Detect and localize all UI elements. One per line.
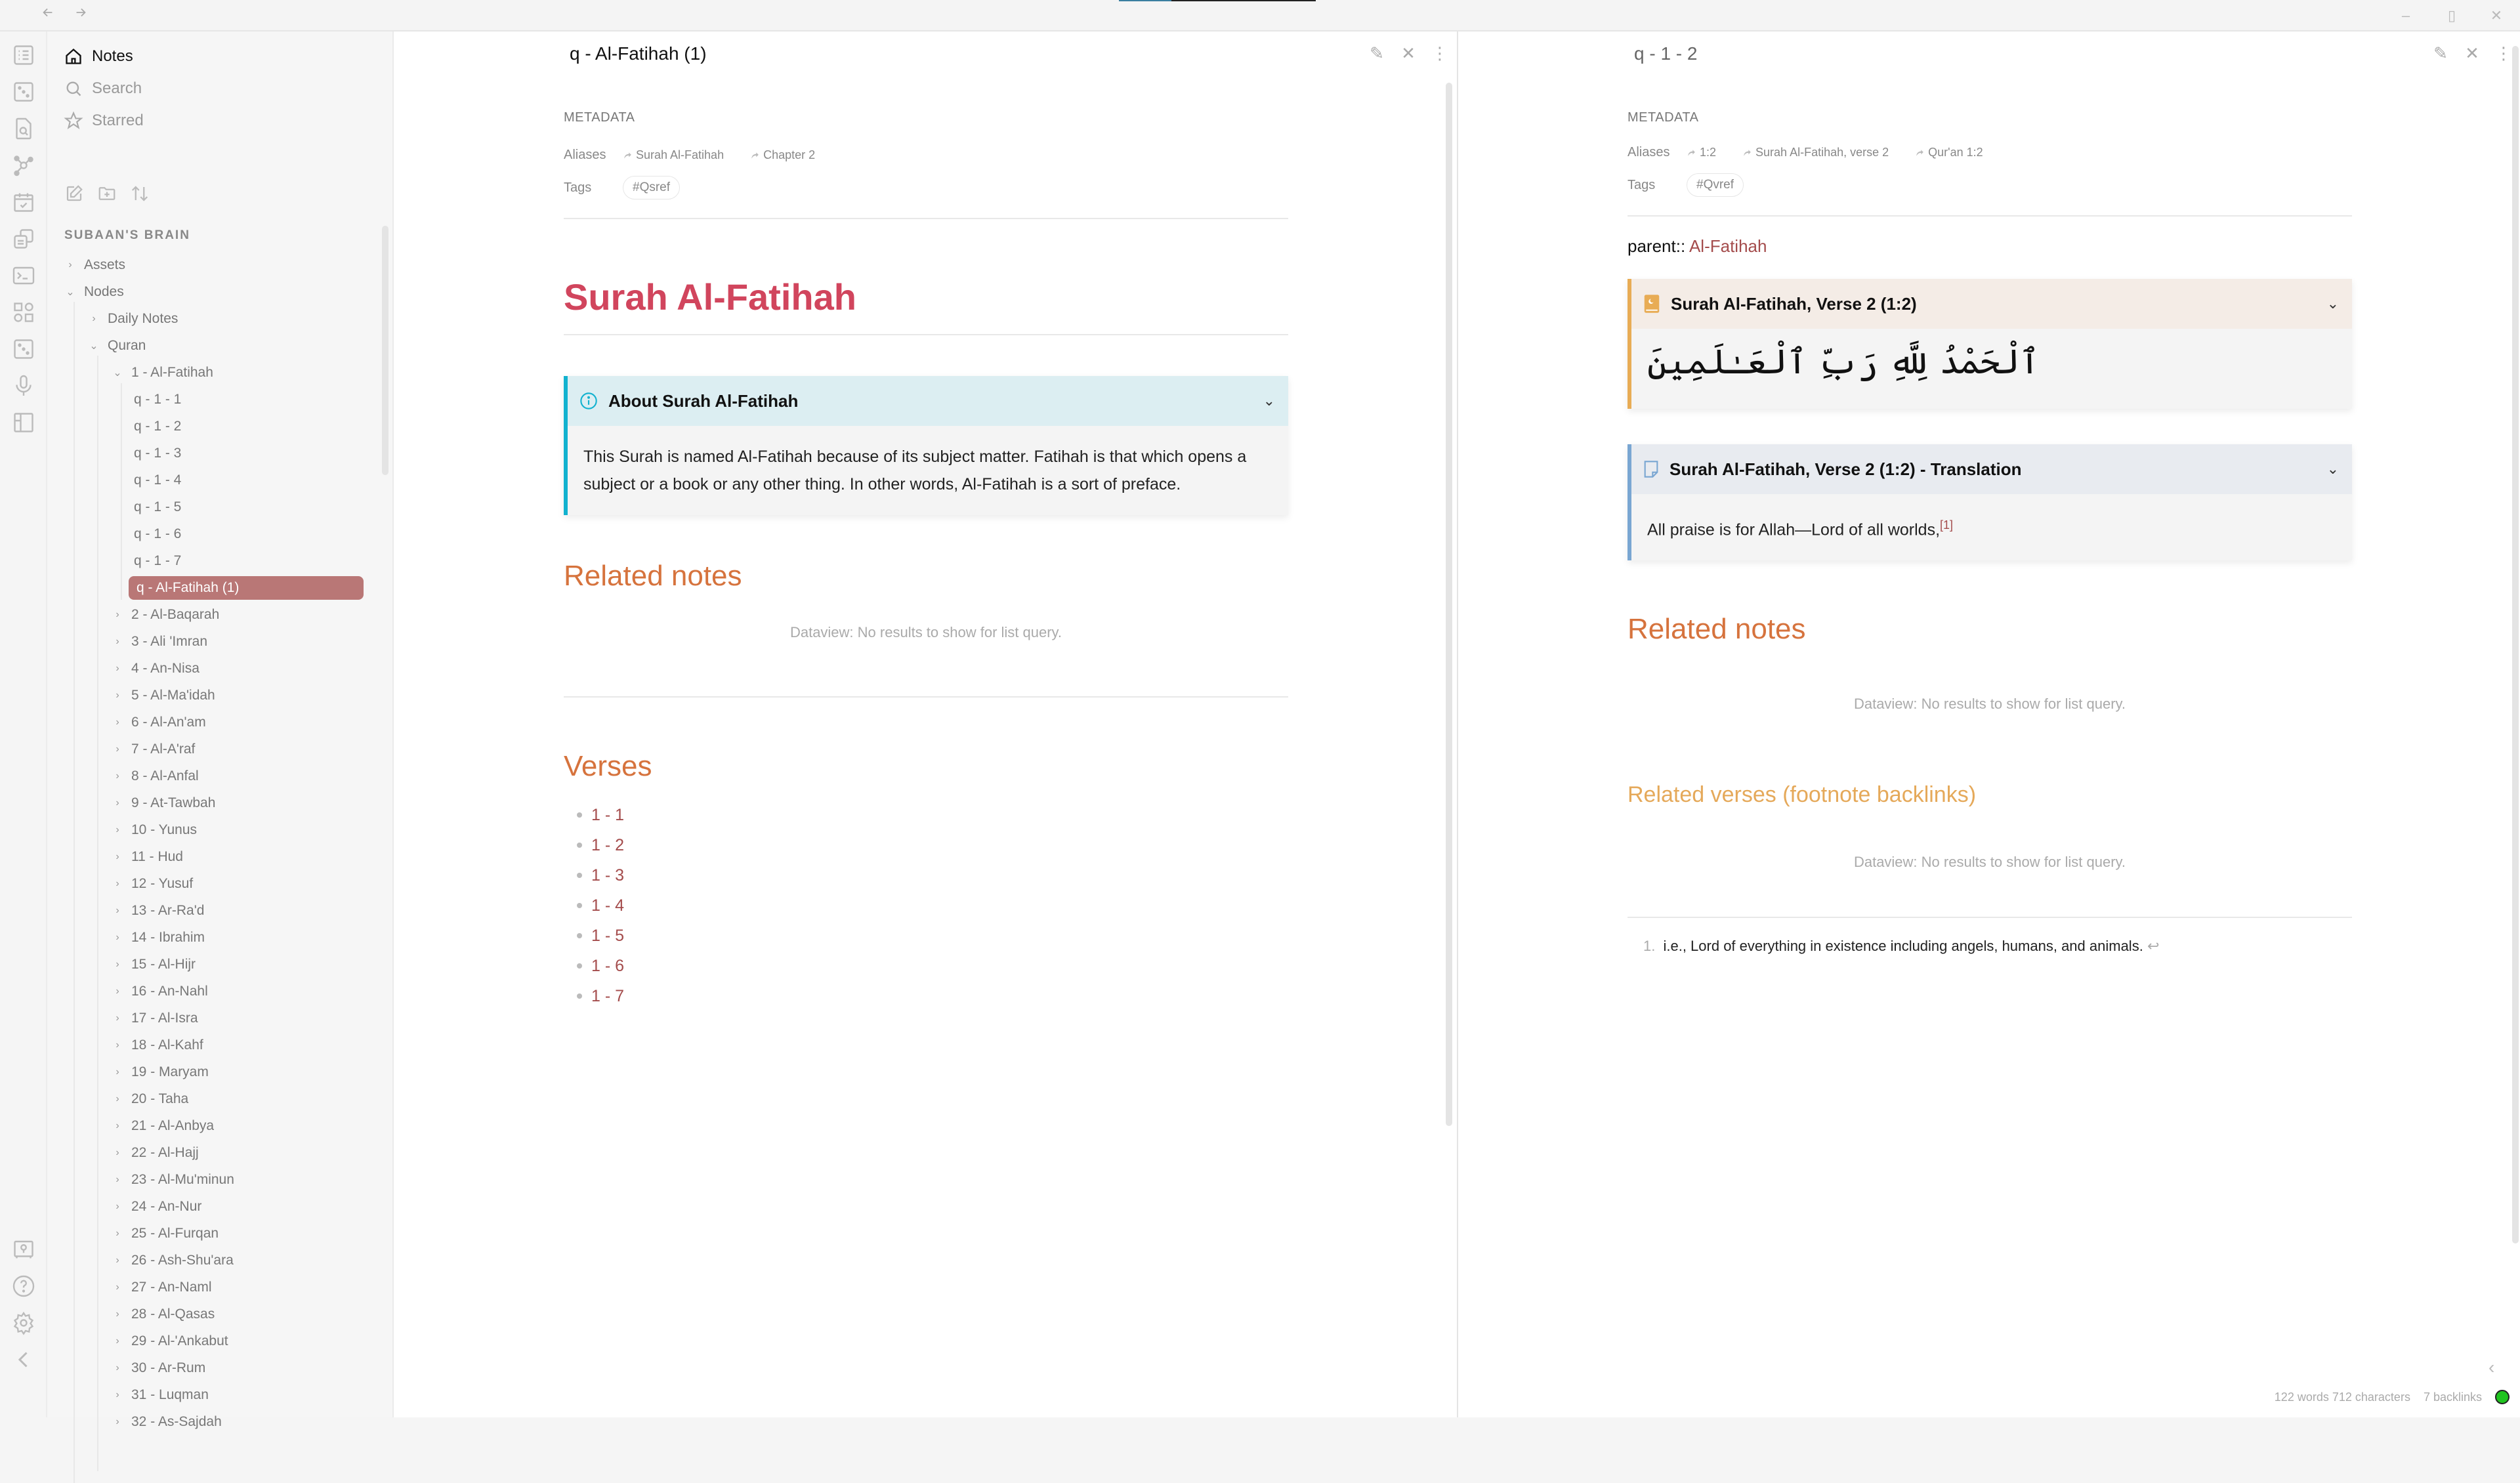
tree-item-label: 21 - Al-Anbya	[131, 1118, 215, 1133]
tree-item-label: 11 - Hud	[131, 849, 183, 864]
tree-item-label: q - 1 - 4	[134, 472, 182, 488]
chevron-right-icon[interactable]: ›	[116, 636, 119, 647]
chevron-right-icon[interactable]: ›	[116, 1362, 119, 1373]
sidebar-scrollbar[interactable]	[382, 226, 388, 475]
tree-item[interactable]	[110, 1114, 214, 1138]
chevron-right-icon[interactable]: ›	[116, 986, 119, 997]
tree-item[interactable]	[110, 684, 215, 707]
note-content	[564, 110, 1288, 1011]
tags-label: Tags	[564, 180, 592, 195]
sidebar-nav-search[interactable]	[64, 75, 142, 102]
more-options-icon[interactable]: ⋮	[2495, 43, 2512, 63]
tree-item-label: 9 - At-Tawbah	[131, 795, 216, 810]
pane-actions	[2432, 43, 2512, 64]
tree-item[interactable]	[110, 953, 196, 976]
tree-item[interactable]	[110, 1087, 188, 1111]
pane-title: q - 1 - 2	[1634, 43, 1698, 64]
chevron-down-icon[interactable]: ⌄	[66, 287, 75, 298]
alias-arrow-icon	[1687, 148, 1696, 157]
chevron-right-icon[interactable]: ›	[116, 959, 119, 970]
tree-item[interactable]	[134, 388, 181, 411]
verses-list	[564, 800, 1288, 1011]
tree-item-label: 22 - Al-Hajj	[131, 1145, 199, 1160]
tags-label: Tags	[1628, 177, 1656, 192]
tree-item[interactable]	[110, 1034, 203, 1057]
expand-right-sidebar-icon[interactable]: ‹	[2488, 1357, 2495, 1377]
divider	[1628, 215, 2352, 217]
footnote-backref-icon[interactable]: ↩	[2147, 938, 2160, 955]
tree-item-label: 27 - An-Naml	[131, 1280, 212, 1295]
tree-item-label: 2 - Al-Baqarah	[131, 607, 220, 622]
note-heading-h1: Surah Al-Fatihah	[564, 276, 856, 318]
file-search-icon[interactable]	[12, 117, 35, 140]
parent-field	[1628, 236, 2352, 257]
chevron-right-icon[interactable]: ›	[116, 851, 119, 862]
metadata-heading: METADATA	[564, 110, 635, 125]
chevron-down-icon[interactable]: ⌄	[89, 341, 98, 352]
sidebar-nav-starred[interactable]	[64, 108, 144, 134]
info-icon	[579, 392, 598, 410]
chevron-right-icon[interactable]: ›	[116, 717, 119, 728]
status-bar	[2275, 1390, 2510, 1404]
sidebar-nav-notes[interactable]	[64, 43, 133, 70]
divider	[564, 334, 1288, 335]
callout-header[interactable]	[564, 376, 1288, 426]
verse-link[interactable]: 1 - 5	[564, 921, 1288, 951]
tree-item[interactable]	[87, 334, 146, 358]
tree-item[interactable]	[110, 1383, 209, 1407]
related-notes-heading: Related notes	[564, 560, 742, 592]
maximize-button[interactable]: ▯	[2447, 7, 2456, 24]
tag-pill[interactable]: #Qvref	[1687, 173, 1744, 197]
file-list-icon[interactable]	[12, 43, 35, 67]
verse-link[interactable]: 1 - 4	[564, 890, 1288, 921]
dataview-empty-message: Dataview: No results to show for list query.	[1853, 696, 2126, 713]
help-icon[interactable]	[12, 1274, 35, 1298]
tree-item-label: q - 1 - 1	[134, 392, 182, 407]
tree-item-label: Daily Notes	[108, 311, 178, 326]
tree-item[interactable]	[110, 1249, 234, 1272]
shapes-icon[interactable]	[12, 301, 35, 324]
info-callout	[564, 376, 1288, 515]
chevron-right-icon[interactable]: ›	[116, 1308, 119, 1320]
sidebar-nav-label: Search	[92, 79, 142, 97]
sidebar-nav-label: Notes	[92, 47, 133, 65]
alias-text: 1:2	[1700, 146, 1717, 159]
arabic-verse-text: ٱلْحَمْدُ لِلَّهِ رَبِّ ٱلْعَـٰلَمِينَ	[1647, 343, 2040, 382]
minimize-button[interactable]: –	[2401, 7, 2410, 24]
tree-item-label: 30 - Ar-Rum	[131, 1360, 206, 1375]
tree-item-label: 18 - Al-Kahf	[131, 1037, 203, 1053]
chevron-right-icon[interactable]: ›	[116, 797, 119, 808]
aliases-row	[1628, 145, 2352, 160]
tree-item-label: Nodes	[84, 284, 124, 299]
verse-link[interactable]: 1 - 1	[564, 800, 1288, 830]
tree-item[interactable]	[134, 469, 181, 492]
chevron-right-icon[interactable]: ›	[116, 932, 119, 943]
verse-link[interactable]: 1 - 7	[564, 981, 1288, 1011]
tree-item-label: 25 - Al-Furqan	[131, 1226, 219, 1241]
dice-icon[interactable]	[12, 337, 35, 361]
tree-item[interactable]	[110, 1356, 205, 1380]
tree-item[interactable]	[110, 845, 183, 869]
callout-header[interactable]	[1628, 444, 2352, 494]
tree-item[interactable]	[134, 549, 181, 573]
editor-pane-right	[1457, 31, 2520, 1417]
alias-text: Chapter 2	[763, 148, 816, 161]
chevron-right-icon[interactable]: ›	[116, 1174, 119, 1185]
new-note-icon[interactable]	[64, 184, 84, 203]
tags-row	[1628, 173, 2352, 197]
alias-text: Surah Al-Fatihah, verse 2	[1755, 146, 1889, 159]
tree-item-label: Quran	[108, 338, 146, 353]
layout-sidebar-icon[interactable]	[12, 411, 35, 434]
sidebar-nav-label: Starred	[92, 112, 144, 129]
tree-item[interactable]	[110, 1222, 219, 1245]
verses-heading: Verses	[564, 750, 652, 782]
footnote-text: i.e., Lord of everything in existence including angels, humans, and animals.	[1663, 938, 2143, 955]
chevron-down-icon[interactable]: ⌄	[113, 367, 122, 379]
tree-item-label: 1 - Al-Fatihah	[131, 365, 213, 380]
chevron-right-icon[interactable]: ›	[116, 1416, 119, 1427]
tree-item[interactable]	[110, 764, 199, 788]
translation-callout	[1628, 444, 2352, 560]
chevron-right-icon[interactable]: ›	[116, 1039, 119, 1051]
tree-item[interactable]	[110, 1329, 228, 1353]
star-icon	[64, 112, 83, 130]
title-bar	[0, 0, 2520, 31]
tag-pill[interactable]: #Qsref	[623, 176, 680, 199]
verse-link[interactable]: 1 - 3	[564, 860, 1288, 890]
tree-item-label: 10 - Yunus	[131, 822, 198, 837]
tree-item-label: 14 - Ibrahim	[131, 930, 205, 945]
tree-item[interactable]	[110, 791, 215, 815]
footnote-number: 1.	[1643, 938, 1656, 955]
chevron-down-icon[interactable]: ⌄	[2326, 295, 2339, 312]
chevron-right-icon[interactable]: ›	[116, 1147, 119, 1158]
tree-item[interactable]	[110, 711, 206, 734]
chevron-right-icon[interactable]: ›	[116, 1228, 119, 1239]
callout-title: About Surah Al-Fatihah	[608, 390, 799, 411]
tree-item[interactable]	[87, 307, 178, 331]
tree-item[interactable]	[110, 1410, 222, 1434]
tree-item-label: Assets	[84, 257, 126, 272]
chevron-right-icon[interactable]: ›	[116, 1013, 119, 1024]
aliases-label: Aliases	[1628, 145, 1670, 159]
vault-name: SUBAAN'S BRAIN	[64, 228, 190, 242]
tree-indent-guide	[97, 356, 98, 1471]
chevron-down-icon[interactable]: ⌄	[1263, 392, 1275, 409]
word-count: 122 words 712 characters	[2274, 1390, 2410, 1404]
tree-item[interactable]	[110, 603, 219, 627]
chevron-right-icon[interactable]: ›	[116, 824, 119, 835]
tree-item-label: q - 1 - 3	[134, 446, 182, 461]
chevron-right-icon[interactable]: ›	[68, 259, 72, 270]
tree-item[interactable]	[110, 899, 204, 923]
chevron-right-icon[interactable]: ›	[116, 1093, 119, 1104]
tree-item-label: q - 1 - 2	[134, 419, 182, 434]
divider	[564, 696, 1288, 698]
tree-item[interactable]	[134, 415, 181, 438]
tree-item[interactable]	[110, 818, 197, 842]
vault-icon[interactable]	[12, 1238, 35, 1261]
verse-link[interactable]: 1 - 2	[564, 830, 1288, 860]
alias-arrow-icon	[1742, 148, 1752, 157]
chevron-right-icon[interactable]: ›	[116, 1282, 119, 1293]
graph-icon[interactable]	[12, 154, 35, 177]
footnote-ref-link[interactable]: [1]	[1940, 518, 1954, 532]
callout-title: Surah Al-Fatihah, Verse 2 (1:2) - Translation	[1670, 459, 2022, 479]
dice-icon[interactable]	[12, 80, 35, 104]
back-button[interactable]	[38, 5, 58, 25]
alias-link[interactable]	[750, 148, 815, 162]
file-explorer-sidebar	[47, 31, 392, 1429]
parent-label: parent::	[1628, 236, 1686, 256]
close-icon[interactable]: ✕	[2465, 43, 2479, 63]
dataview-empty-message: Dataview: No results to show for list query.	[789, 624, 1062, 640]
chevron-right-icon[interactable]: ›	[116, 609, 119, 620]
callout-body	[1628, 494, 2352, 560]
tree-item[interactable]	[110, 872, 193, 896]
tree-item[interactable]	[134, 522, 181, 546]
sort-icon[interactable]	[130, 184, 150, 203]
explorer-toolbar	[64, 184, 150, 203]
edit-icon[interactable]: ✎	[1370, 43, 1384, 63]
pane-scrollbar[interactable]	[1446, 83, 1452, 1126]
chevron-right-icon[interactable]: ›	[116, 905, 119, 916]
tree-item-label: q - Al-Fatihah (1)	[136, 580, 240, 595]
tree-item-label: 3 - Ali 'Imran	[131, 634, 208, 649]
quran-book-icon	[1643, 294, 1660, 314]
tags-row	[564, 176, 1288, 199]
chevron-right-icon[interactable]: ›	[116, 1335, 119, 1347]
tree-item-label: 29 - Al-'Ankabut	[131, 1333, 228, 1348]
tree-item[interactable]	[110, 980, 208, 1003]
tree-item-label: 31 - Luqman	[131, 1387, 209, 1402]
editor-pane-left	[392, 31, 1457, 1417]
callout-body	[1628, 329, 2352, 409]
tree-item-label: 7 - Al-A'raf	[131, 742, 196, 757]
alias-text: Surah Al-Fatihah	[636, 148, 724, 161]
chevron-down-icon[interactable]: ⌄	[2326, 461, 2339, 477]
chevron-right-icon[interactable]: ›	[116, 1389, 119, 1400]
callout-body: This Surah is named Al-Fatihah because of its subject matter. Fatihah is that which opens a subject or a book or any other thing. In other words, Al-Fatihah is a sort of preface.	[564, 426, 1288, 515]
sync-progress-bar	[1119, 0, 1316, 1]
ribbon	[0, 31, 47, 1417]
forward-button[interactable]	[71, 5, 91, 25]
aliases-row	[564, 148, 1288, 163]
tree-indent-guide	[74, 302, 75, 1483]
tree-item-label: 28 - Al-Qasas	[131, 1306, 215, 1322]
chevron-right-icon[interactable]: ›	[116, 1066, 119, 1077]
tree-item[interactable]	[110, 657, 200, 680]
tree-item-label: 32 - As-Sajdah	[131, 1414, 222, 1429]
tree-item-label: 17 - Al-Isra	[131, 1011, 198, 1026]
tree-item-label: 23 - Al-Mu'minun	[131, 1172, 234, 1187]
edit-icon[interactable]: ✎	[2433, 43, 2448, 63]
chevron-right-icon[interactable]: ›	[116, 1255, 119, 1266]
collapse-sidebar-icon[interactable]	[12, 1348, 35, 1371]
chevron-right-icon[interactable]: ›	[116, 663, 119, 674]
pane-title: q - Al-Fatihah (1)	[570, 43, 707, 64]
chevron-right-icon[interactable]: ›	[116, 743, 119, 755]
parent-link[interactable]: Al-Fatihah	[1689, 236, 1767, 256]
tree-item-label: 26 - Ash-Shu'ara	[131, 1253, 234, 1268]
alias-arrow-icon	[1915, 148, 1924, 157]
tree-item[interactable]	[110, 738, 195, 761]
microphone-icon[interactable]	[12, 374, 35, 398]
tree-item[interactable]	[63, 253, 125, 277]
chevron-right-icon[interactable]: ›	[116, 690, 119, 701]
arrow-right-icon	[74, 5, 88, 20]
alias-link[interactable]	[623, 148, 724, 162]
footnotes-divider	[1628, 917, 2352, 918]
tree-item-label: 6 - Al-An'am	[131, 715, 206, 730]
related-verses-heading: Related verses (footnote backlinks)	[1628, 782, 1977, 808]
pane-scrollbar[interactable]	[2512, 46, 2519, 1243]
tree-item[interactable]	[63, 280, 124, 304]
tree-item-label: 5 - Al-Ma'idah	[131, 688, 215, 703]
tree-item-label: 19 - Maryam	[131, 1064, 209, 1079]
note-content	[1628, 110, 2352, 955]
search-icon	[64, 79, 83, 98]
tree-item[interactable]	[134, 495, 181, 519]
pane-actions	[1368, 43, 1448, 64]
tree-item[interactable]	[110, 630, 207, 654]
alias-text: Qur'an 1:2	[1928, 146, 1983, 159]
divider	[564, 218, 1288, 219]
close-window-button[interactable]: ✕	[2490, 7, 2503, 24]
callout-header[interactable]	[1628, 279, 2352, 329]
verse-link[interactable]: 1 - 6	[564, 951, 1288, 981]
footnote-item	[1628, 938, 2352, 955]
copy-icon[interactable]	[12, 227, 35, 251]
tree-indent-guide	[121, 383, 122, 600]
related-notes-heading: Related notes	[1628, 613, 1806, 646]
settings-icon[interactable]	[12, 1311, 35, 1335]
tree-item[interactable]	[110, 1195, 201, 1219]
tree-item[interactable]	[129, 576, 364, 600]
aliases-label: Aliases	[564, 148, 606, 162]
chevron-right-icon[interactable]: ›	[116, 878, 119, 889]
tree-item-label: 15 - Al-Hijr	[131, 957, 196, 972]
alias-link[interactable]	[1742, 146, 1889, 159]
note-icon	[1643, 460, 1659, 478]
more-options-icon[interactable]: ⋮	[1431, 43, 1448, 63]
dataview-empty-message: Dataview: No results to show for list query.	[1853, 854, 2126, 871]
sync-status-icon[interactable]	[2495, 1390, 2510, 1404]
backlink-count[interactable]: 7 backlinks	[2423, 1390, 2482, 1404]
tree-item[interactable]	[134, 442, 181, 465]
metadata-heading: METADATA	[1628, 110, 1699, 125]
alias-link[interactable]	[1915, 146, 1983, 159]
arrow-left-icon	[41, 5, 55, 20]
alias-link[interactable]	[1687, 146, 1716, 159]
tree-item[interactable]	[110, 926, 205, 950]
tree-item-label: 12 - Yusuf	[131, 876, 194, 891]
chevron-right-icon[interactable]: ›	[92, 313, 96, 324]
tree-item[interactable]	[110, 1060, 209, 1084]
tree-item-label: 20 - Taha	[131, 1091, 189, 1106]
quran-verse-callout	[1628, 279, 2352, 409]
tree-item-label: q - 1 - 6	[134, 526, 182, 541]
home-icon	[64, 47, 83, 66]
close-icon[interactable]: ✕	[1401, 43, 1416, 63]
alias-arrow-icon	[750, 151, 759, 160]
tree-item-label: q - 1 - 5	[134, 499, 182, 514]
tree-item[interactable]	[110, 361, 213, 385]
tree-item[interactable]	[110, 1168, 234, 1192]
chevron-right-icon[interactable]: ›	[116, 1201, 119, 1212]
alias-arrow-icon	[623, 151, 632, 160]
callout-title: Surah Al-Fatihah, Verse 2 (1:2)	[1671, 293, 1917, 314]
tree-item-label: q - 1 - 7	[134, 553, 182, 568]
tree-item[interactable]	[110, 1276, 212, 1299]
terminal-icon[interactable]	[12, 264, 35, 287]
new-folder-icon[interactable]	[97, 184, 117, 203]
tree-item[interactable]	[110, 1303, 215, 1326]
tree-item-label: 13 - Ar-Ra'd	[131, 903, 205, 918]
tree-item[interactable]	[110, 1141, 199, 1165]
chevron-right-icon[interactable]: ›	[116, 1120, 119, 1131]
translation-text: All praise is for Allah—Lord of all worlds,	[1647, 520, 1941, 539]
tree-item-label: 8 - Al-Anfal	[131, 768, 199, 783]
tree-item[interactable]	[110, 1007, 198, 1030]
tree-item-label: 24 - An-Nur	[131, 1199, 202, 1214]
tree-item-label: 16 - An-Nahl	[131, 984, 208, 999]
calendar-check-icon[interactable]	[12, 190, 35, 214]
tree-item-label: 4 - An-Nisa	[131, 661, 200, 676]
chevron-right-icon[interactable]: ›	[116, 770, 119, 782]
